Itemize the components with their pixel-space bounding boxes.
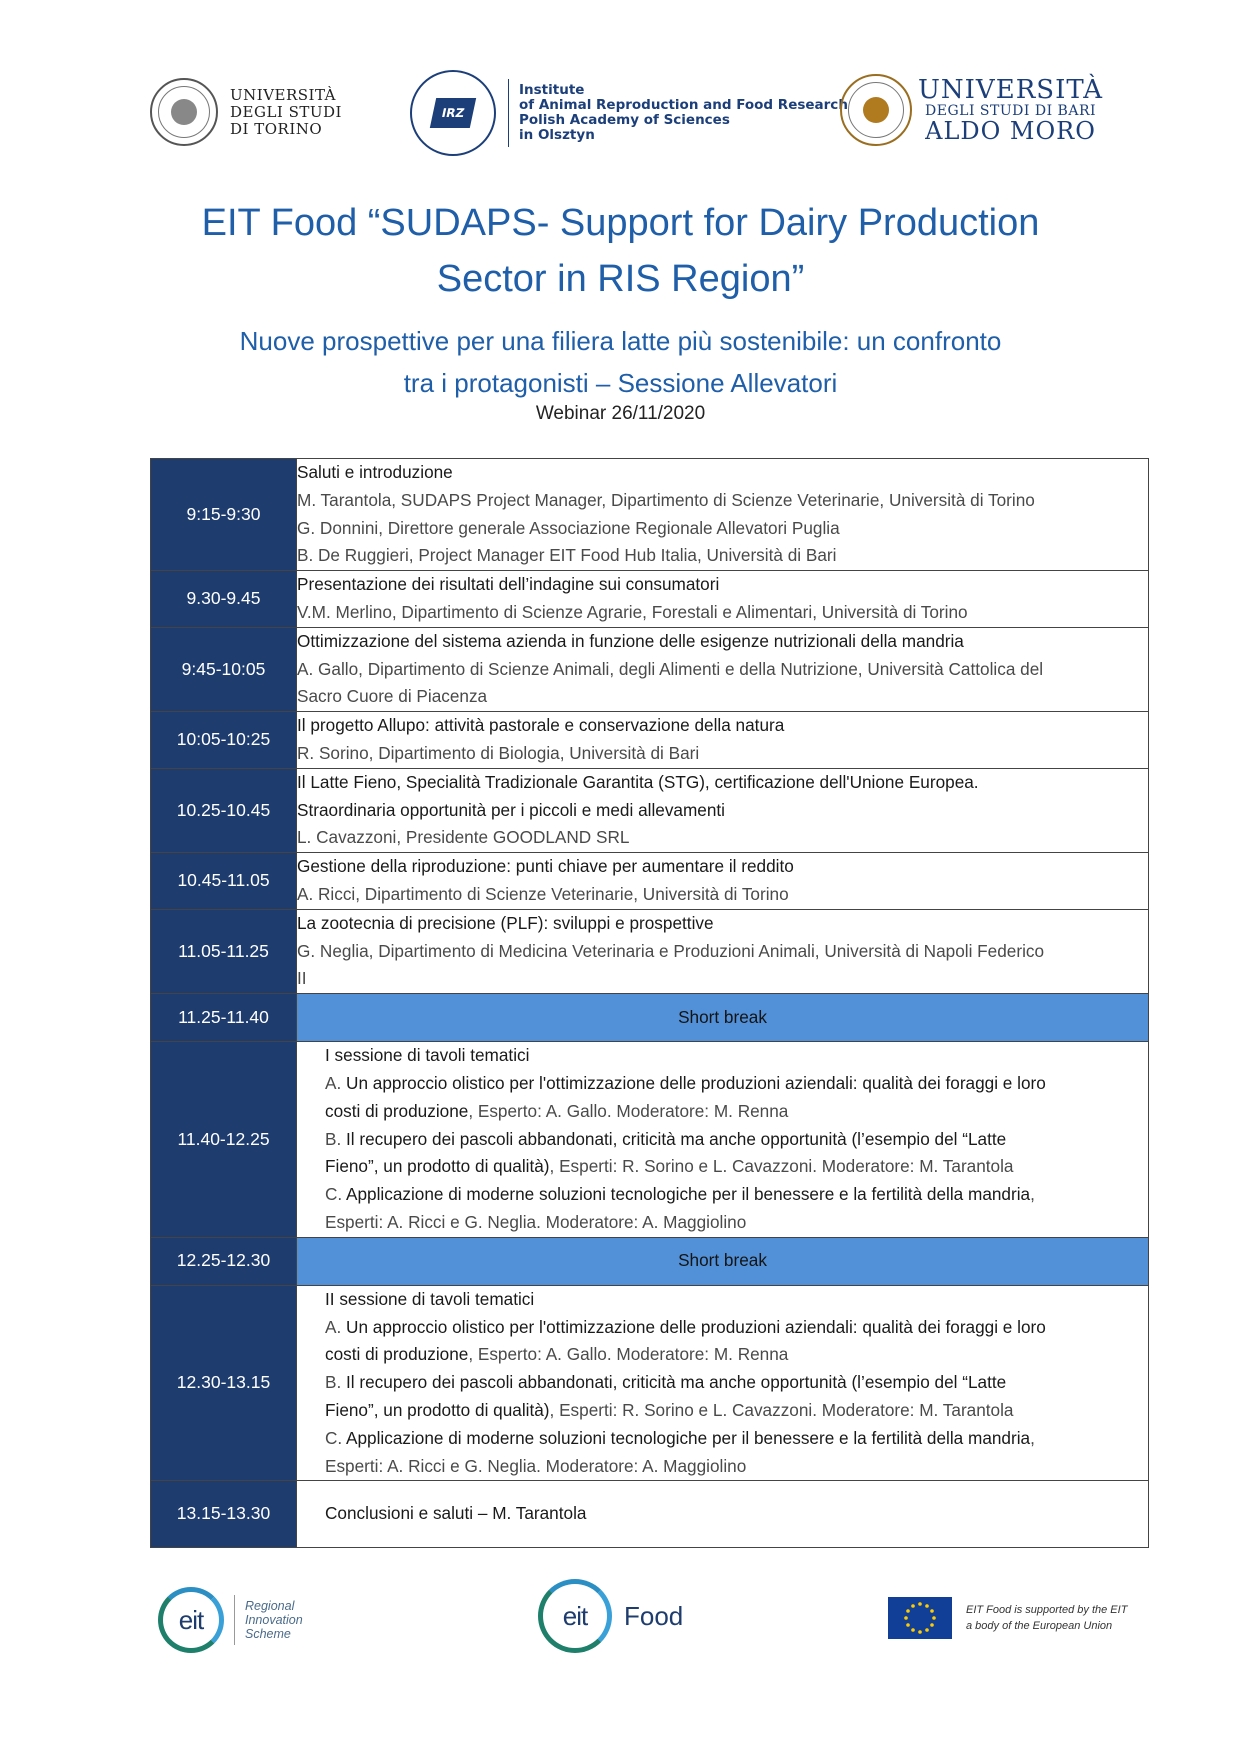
- time-cell: 10:05-10:25: [151, 712, 297, 769]
- item-letter: C.: [325, 1184, 343, 1205]
- break-row: [151, 994, 1149, 1042]
- table-row: [151, 1285, 1149, 1481]
- speaker-line: R. Sorino, Dipartimento di Biologia, Università di Bari: [297, 742, 700, 763]
- table-row: [151, 627, 1149, 711]
- pan-logo: [410, 70, 848, 156]
- speaker-line: A. Gallo, Dipartimento di Scienze Animali, degli Alimenti e della Nutrizione, Università Cattolica del: [297, 658, 1044, 679]
- ris-line: Scheme: [245, 1627, 291, 1641]
- item-letter: C.: [325, 1427, 343, 1448]
- unito-line: DI TORINO: [230, 119, 323, 138]
- item-topic: Fieno”, un prodotto di qualità): [325, 1399, 550, 1420]
- partner-logos: [0, 62, 1241, 162]
- item-experts: Esperti: A. Ricci e G. Neglia. Moderatore: A. Maggiolino: [325, 1455, 747, 1476]
- table-row: [151, 853, 1149, 910]
- unito-seal-icon: [150, 78, 218, 146]
- time-cell: 9:15-9:30: [151, 459, 297, 571]
- item-comma: ,: [1030, 1184, 1035, 1205]
- table-row: [151, 712, 1149, 769]
- eu-support-logo: [888, 1597, 1127, 1639]
- table-row: [151, 1042, 1149, 1238]
- unito-line: DEGLI STUDI: [230, 102, 342, 121]
- agenda-title: Saluti e introduzione: [297, 462, 453, 482]
- pan-line: of Animal Reproduction and Food Research: [519, 97, 848, 113]
- subtitle-line: Nuove prospettive per una filiera latte più sostenibile: un confronto: [239, 326, 1002, 356]
- speaker-line: L. Cavazzoni, Presidente GOODLAND SRL: [297, 827, 630, 848]
- agenda-cell: [297, 459, 1149, 571]
- session-item: [325, 1425, 1148, 1481]
- time-cell: 12.25-12.30: [151, 1237, 297, 1285]
- item-topic: Applicazione di moderne soluzioni tecnologiche per il benessere e la fertilità della mandria: [346, 1427, 1031, 1448]
- time-cell: 9.30-9.45: [151, 571, 297, 628]
- unito-name: [230, 87, 342, 138]
- eu-line: EIT Food is supported by the EIT: [966, 1604, 1128, 1616]
- agenda-title: Straordinaria opportunità per i piccoli e medi allevamenti: [297, 799, 726, 820]
- time-cell: 12.30-13.15: [151, 1285, 297, 1481]
- title-line: Sector in RIS Region”: [436, 258, 805, 300]
- item-topic: costi di produzione: [325, 1344, 469, 1365]
- item-experts: , Esperti: R. Sorino e L. Cavazzoni. Moderatore: M. Tarantola: [549, 1399, 1014, 1420]
- item-topic: costi di produzione: [325, 1100, 469, 1121]
- unito-logo: [150, 78, 342, 146]
- item-letter: A.: [325, 1072, 342, 1093]
- uniba-logo: [840, 74, 1103, 146]
- speaker-line: G. Donnini, Direttore generale Associazione Regionale Allevatori Puglia: [297, 517, 840, 538]
- subtitle-line: tra i protagonisti – Sessione Allevatori: [403, 368, 838, 398]
- eit-mark: eit: [178, 1604, 204, 1635]
- agenda-title: Ottimizzazione del sistema azienda in funzione delle esigenze nutrizionali della mandria: [297, 630, 964, 651]
- pan-name: [519, 83, 848, 143]
- session-item: [325, 1369, 1148, 1425]
- table-row: [151, 571, 1149, 628]
- speaker-line: G. Neglia, Dipartimento di Medicina Veterinaria e Produzioni Animali, Università di Napoli Federico: [297, 940, 1045, 961]
- eit-food-logo: [538, 1579, 683, 1653]
- session-item: [325, 1314, 1148, 1370]
- agenda-cell: [297, 627, 1149, 711]
- session-title: II sessione di tavoli tematici: [325, 1288, 535, 1309]
- webinar-date: Webinar 26/11/2020: [535, 403, 706, 424]
- item-topic: Fieno”, un prodotto di qualità): [325, 1156, 550, 1177]
- item-comma: ,: [1030, 1427, 1035, 1448]
- eu-support-text: [966, 1602, 1127, 1634]
- logo-divider: [508, 79, 509, 147]
- item-letter: B.: [325, 1372, 342, 1393]
- item-experts: , Esperto: A. Gallo. Moderatore: M. Renna: [468, 1100, 789, 1121]
- agenda-title: Presentazione dei risultati dell’indagine sui consumatori: [297, 574, 720, 595]
- speaker-line: B. De Ruggieri, Project Manager EIT Food Hub Italia, Università di Bari: [297, 545, 837, 566]
- agenda-title: Il progetto Allupo: attività pastorale e conservazione della natura: [297, 715, 785, 736]
- item-experts: , Esperti: R. Sorino e L. Cavazzoni. Moderatore: M. Tarantola: [549, 1156, 1014, 1177]
- pan-line: in Olsztyn: [519, 127, 595, 143]
- agenda-cell: [297, 909, 1149, 993]
- page-title: [0, 195, 1241, 307]
- speaker-line: V.M. Merlino, Dipartimento di Scienze Agrarie, Forestali e Alimentari, Università di Torino: [297, 601, 968, 622]
- item-letter: B.: [325, 1128, 342, 1149]
- table-row: [151, 1481, 1149, 1548]
- closing-label: Conclusioni e saluti – M. Tarantola: [325, 1503, 587, 1524]
- logo-divider: [234, 1595, 235, 1645]
- pan-mark: IRZ: [430, 98, 476, 128]
- uniba-line: UNIVERSITÀ: [918, 75, 1104, 105]
- eit-mark: eit: [562, 1600, 588, 1631]
- item-topic: Applicazione di moderne soluzioni tecnologiche per il benessere e la fertilità della mandria: [346, 1184, 1031, 1205]
- uniba-name: [918, 77, 1103, 143]
- eit-ring-icon: [538, 1579, 612, 1653]
- time-cell: 11.05-11.25: [151, 909, 297, 993]
- ris-name: [245, 1599, 303, 1641]
- agenda-cell: [297, 853, 1149, 910]
- title-line: EIT Food “SUDAPS- Support for Dairy Production: [201, 202, 1040, 244]
- ris-line: Regional: [245, 1599, 295, 1613]
- agenda-cell: [297, 571, 1149, 628]
- session-cell: [297, 1285, 1149, 1481]
- session-item: [325, 1181, 1148, 1237]
- time-cell: 11.25-11.40: [151, 994, 297, 1042]
- item-topic: Un approccio olistico per l'ottimizzazione delle produzioni aziendali: qualità dei foraggi e loro: [346, 1316, 1046, 1337]
- time-cell: 11.40-12.25: [151, 1042, 297, 1238]
- agenda-title: Il Latte Fieno, Specialità Tradizionale Garantita (STG), certificazione dell'Unione Europea.: [297, 771, 979, 792]
- speaker-line: A. Ricci, Dipartimento di Scienze Veterinarie, Università di Torino: [297, 883, 789, 904]
- table-row: [151, 459, 1149, 571]
- table-row: [151, 909, 1149, 993]
- agenda-title: Gestione della riproduzione: punti chiave per aumentare il reddito: [297, 856, 794, 877]
- agenda-cell: [297, 768, 1149, 852]
- eit-ris-logo: [158, 1587, 303, 1653]
- item-letter: A.: [325, 1316, 342, 1337]
- break-row: [151, 1237, 1149, 1285]
- break-label: Short break: [297, 1237, 1149, 1285]
- uniba-seal-icon: [840, 74, 912, 146]
- eu-flag-icon: [888, 1597, 952, 1639]
- session-cell: [297, 1042, 1149, 1238]
- speaker-line: Sacro Cuore di Piacenza: [297, 686, 488, 707]
- agenda-title: La zootecnia di precisione (PLF): sviluppi e prospettive: [297, 912, 714, 933]
- pan-line: Polish Academy of Sciences: [519, 112, 730, 128]
- footer-logos: [0, 1565, 1241, 1675]
- pan-line: Institute: [519, 82, 585, 98]
- pan-emblem-icon: [410, 70, 496, 156]
- item-experts: , Esperto: A. Gallo. Moderatore: M. Renna: [468, 1344, 789, 1365]
- agenda-cell: [297, 712, 1149, 769]
- uniba-line: ALDO MORO: [925, 117, 1096, 145]
- speaker-line: M. Tarantola, SUDAPS Project Manager, Dipartimento di Scienze Veterinarie, Università di Torino: [297, 489, 1035, 510]
- session-item: [325, 1070, 1148, 1126]
- agenda-cell: [297, 1481, 1149, 1548]
- session-title: I sessione di tavoli tematici: [325, 1045, 530, 1066]
- item-experts: Esperti: A. Ricci e G. Neglia. Moderatore: A. Maggiolino: [325, 1211, 747, 1232]
- eit-ring-icon: [158, 1587, 224, 1653]
- session-item: [325, 1126, 1148, 1182]
- table-row: [151, 768, 1149, 852]
- speaker-line: II: [297, 968, 307, 989]
- item-topic: Il recupero dei pascoli abbandonati, criticità ma anche opportunità (l’esempio del “Latte: [346, 1372, 1007, 1393]
- break-label: Short break: [297, 994, 1149, 1042]
- time-cell: 9:45-10:05: [151, 627, 297, 711]
- unito-line: UNIVERSITÀ: [230, 85, 336, 104]
- eu-line: a body of the European Union: [966, 1620, 1113, 1632]
- schedule-table: [150, 458, 1149, 1548]
- ris-line: Innovation: [245, 1613, 303, 1627]
- item-topic: Un approccio olistico per l'ottimizzazione delle produzioni aziendali: qualità dei foraggi e loro: [346, 1072, 1046, 1093]
- time-cell: 13.15-13.30: [151, 1481, 297, 1548]
- food-label: Food: [624, 1600, 684, 1631]
- item-topic: Il recupero dei pascoli abbandonati, criticità ma anche opportunità (l’esempio del “Latte: [346, 1128, 1007, 1149]
- page-subtitle: [0, 320, 1241, 404]
- uniba-line: DEGLI STUDI DI BARI: [925, 103, 1097, 119]
- time-cell: 10.45-11.05: [151, 853, 297, 910]
- time-cell: 10.25-10.45: [151, 768, 297, 852]
